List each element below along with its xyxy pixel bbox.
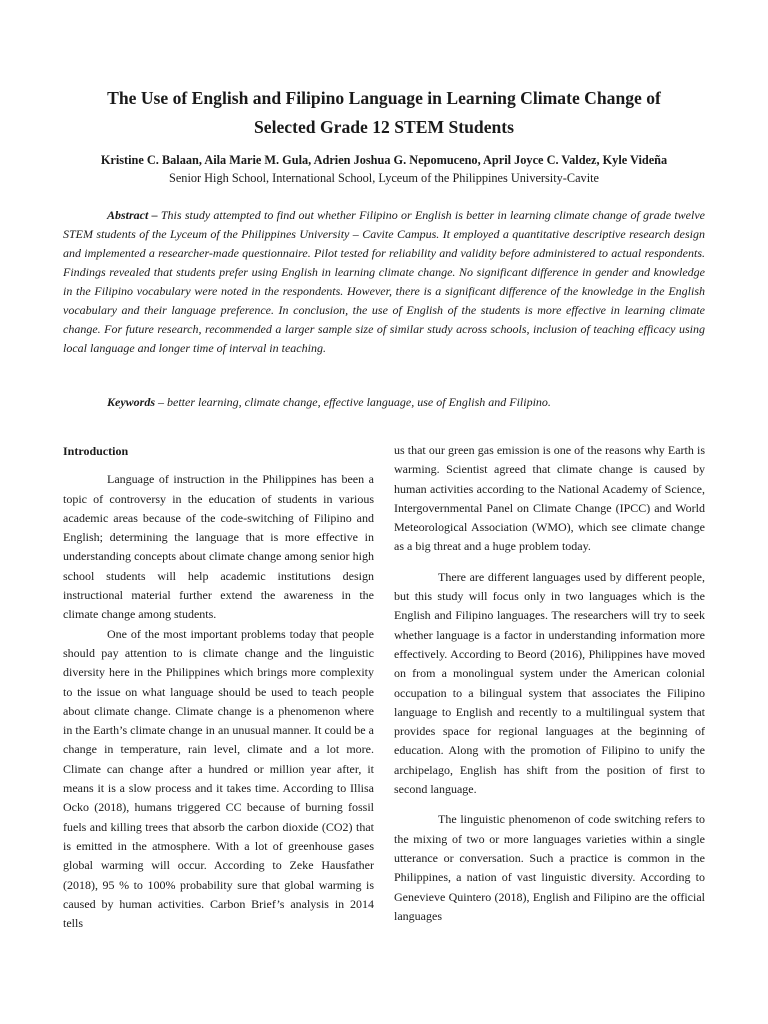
keywords-label: Keywords [107,395,155,409]
paper-title [50,84,718,142]
paper-title-line2: Selected Grade 12 STEM Students [254,117,514,137]
body-paragraph: The linguistic phenomenon of code switching refers to the mixing of two or more languages varieties within a single utterance or conversation. Such a practice is common in the Philippines, a nation of vast linguistic diversity. According to Genevieve Quintero (2018), English and Filipino are the official languages [394,812,705,923]
abstract-label: Abstract – [107,208,158,222]
body-paragraph-continued: us that our green gas emission is one of the reasons why Earth is warming. Scientist agreed that climate change is caused by human activities according to the National Academy of Science, Intergovernmental Panel on Climate Change (IPCC) and World Meteorological Association (WMO), which see climate change as a big threat and a huge problem today. [394,443,705,554]
keywords-text: – better learning, climate change, effective language, use of English and Filipino. [155,395,551,409]
abstract-text: This study attempted to find out whether Filipino or English is better in learning climate change of grade twelve STEM students of the Lyceum of the Philippines University – Cavite Campus. It employed a quantitative descriptive research design and implemented a researcher-made questionnaire. Pilot tested for reliability and validity before administered to actual respondents. Findings revealed that students prefer using English in learning climate change. No significant difference in gender and knowledge in the Filipino vocabulary were noted in the respondents. However, there is a significant difference of the knowledge in the English vocabulary and their language preference. In conclusion, the use of English of the students is more effective in learning climate change. For future research, recommended a larger sample size of similar study across schools, inclusion of teaching efficacy using local language and longer time of interval in teaching. [63,208,705,355]
paper-title-line1: The Use of English and Filipino Language in Learning Climate Change of [107,88,661,108]
right-column [394,441,705,926]
keywords [63,393,705,412]
abstract [63,206,705,358]
body-paragraph: One of the most important problems today that people should pay attention to is climate change and the linguistic diversity here in the Philippines which brings more complexity to the issue on what language should be used to teach people about climate change. Climate change is a phenomenon where in the Earth’s climate change in an unusual manner. It could be a change in temperature, rain level, climate and a lot more. Climate can change after a hundred or million year after, it means it is a slow process and it takes time. According to Illisa Ocko (2018), humans triggered CC because of burning fossil fuels and killing trees that absorb the carbon dioxide (CO2) that is emitted in the atmosphere. With a lot of greenhouse gases global warming will occur. According to Zeke Hausfather (2018), 95 % to 100% probability sure that global warming is caused by human activities. Carbon Brief’s analysis in 2014 tells [63,626,374,931]
section-heading-introduction: Introduction [63,444,129,458]
body-paragraph: Language of instruction in the Philippines has been a topic of controversy in the education of students in various academic areas because of the code-switching of Filipino and English; determining the language that is more effective in understanding concepts about climate change among senior high school students will help academic institutions design instructional material further extend the awareness in the climate change among students. [63,472,374,622]
author-affiliation: Senior High School, International School, Lyceum of the Philippines University-Cavite [169,171,599,185]
body-paragraph: There are different languages used by different people, but this study will focus only in two languages which is the English and Filipino languages. The researchers will try to seek whether language is a factor in understanding information more effectively. According to Beord (2016), Philippines have moved on from a monolingual system under the American colonial occupation to a bilingual system that associates the Filipino language to English and recently to a multilingual system that provides space for regional languages at the beginning of education. Along with the promotion of Filipino to unify the archipelago, English has shift from the position of first to second language. [394,569,705,797]
author-list: Kristine C. Balaan, Aila Marie M. Gula, Adrien Joshua G. Nepomuceno, April Joyce C. Valdez, Kyle Videña [100,153,668,167]
left-column [63,440,374,933]
